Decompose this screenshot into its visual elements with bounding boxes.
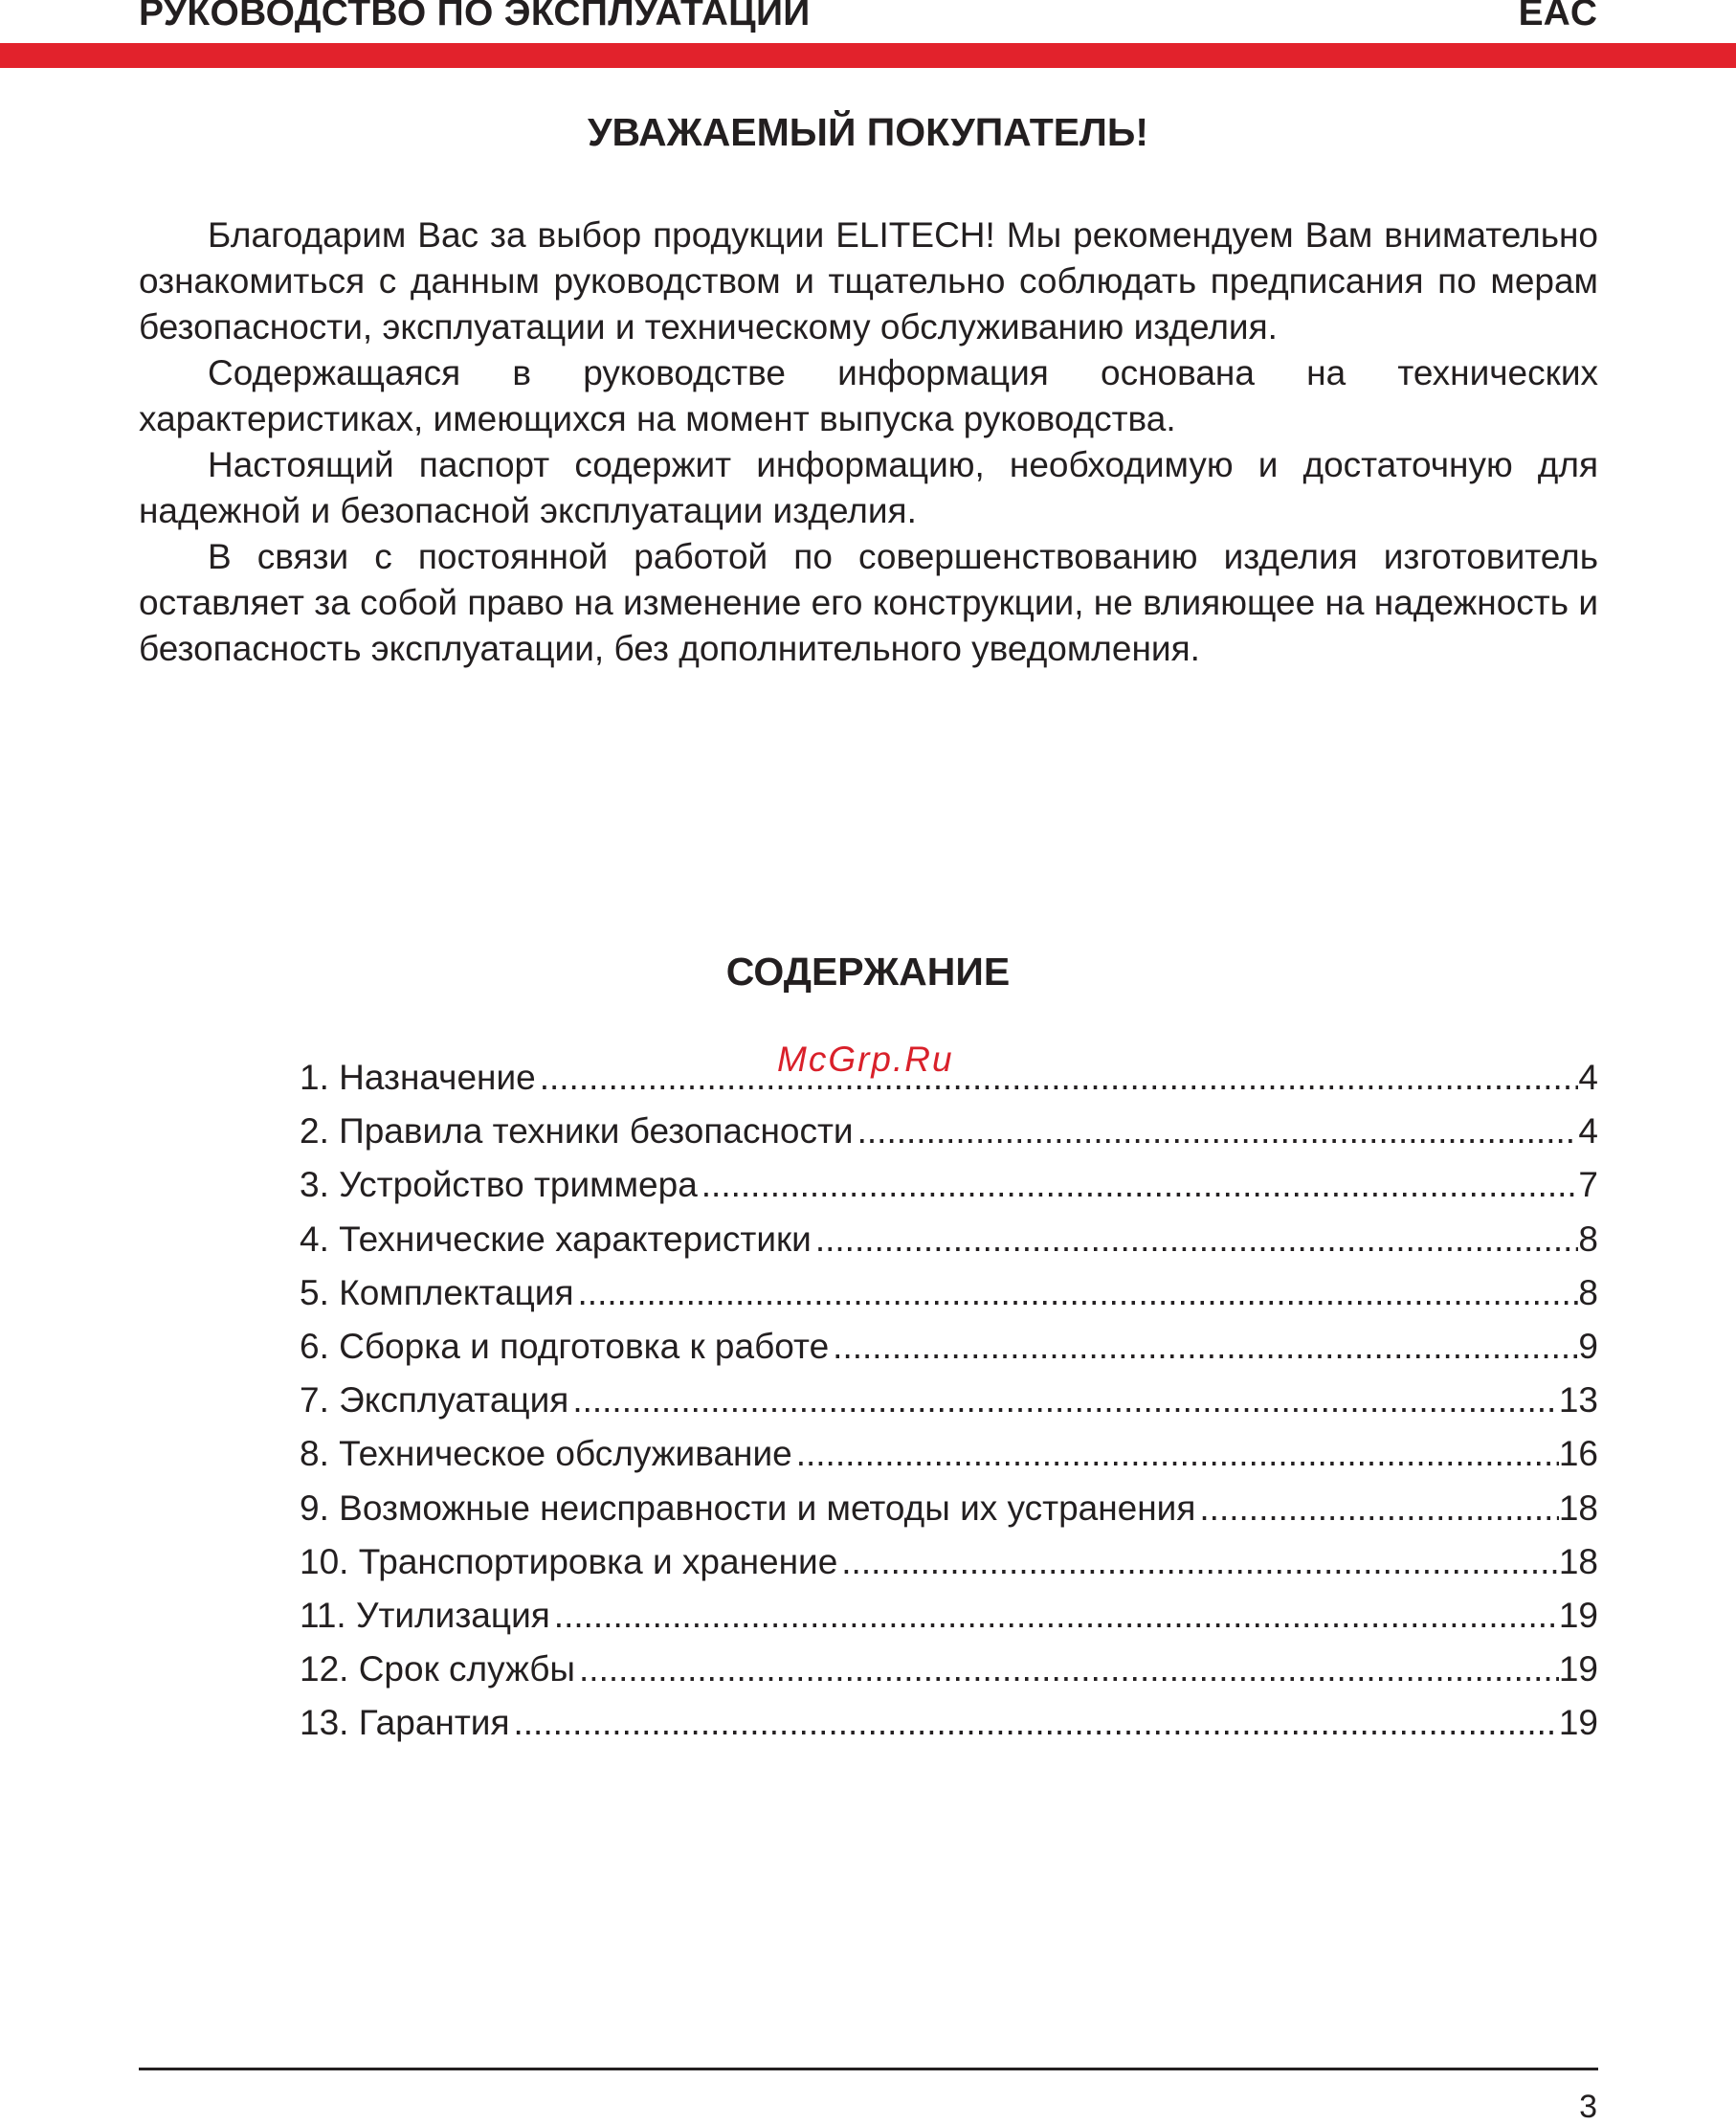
contents-heading: СОДЕРЖАНИЕ — [725, 950, 1011, 994]
toc-entry[interactable] — [300, 1374, 1598, 1427]
toc-entry-page: 9 — [1578, 1326, 1598, 1366]
toc-entry[interactable] — [300, 1266, 1598, 1320]
toc-leader — [829, 1320, 1578, 1374]
toc-entry-title: 11. Утилизация — [300, 1595, 550, 1635]
toc-entry[interactable] — [300, 1589, 1598, 1643]
toc-entry-page: 8 — [1578, 1272, 1598, 1312]
toc-entry[interactable] — [300, 1427, 1598, 1481]
toc-entry[interactable] — [300, 1696, 1598, 1750]
toc-entry-title: 5. Комплектация — [300, 1272, 574, 1312]
eac-mark: EAC — [1518, 0, 1597, 34]
toc-leader — [1195, 1482, 1558, 1535]
toc-entry-page: 4 — [1578, 1111, 1598, 1152]
toc-leader — [812, 1213, 1579, 1266]
toc-leader — [536, 1051, 1579, 1105]
page-number: 3 — [1579, 2089, 1597, 2125]
toc-entry[interactable] — [300, 1643, 1598, 1696]
greeting-heading: УВАЖАЕМЫЙ ПОКУПАТЕЛЬ! — [587, 110, 1149, 154]
intro-paragraph: Благодарим Вас за выбор продукции ELITECH! Мы рекомендуем Вам внимательно ознакомиться с данным руководством и тщательно соблюдать предписания по мерам безопасности, эксплуатации и техническому обслуживанию изделия. — [139, 215, 1598, 347]
toc-entry-title: 3. Устройство триммера — [300, 1165, 698, 1205]
toc-entry-page: 18 — [1558, 1488, 1598, 1528]
toc-entry-page: 8 — [1578, 1219, 1598, 1259]
toc-leader — [698, 1158, 1579, 1212]
toc-entry-page: 19 — [1558, 1649, 1598, 1689]
toc-entry[interactable] — [300, 1051, 1598, 1105]
toc-entry-page: 19 — [1558, 1703, 1598, 1743]
toc-leader — [550, 1589, 1559, 1643]
intro-paragraph: Содержащаяся в руководстве информация основана на технических характеристиках, имеющихся на момент выпуска руководства. — [139, 353, 1598, 438]
toc-entry-page: 16 — [1558, 1434, 1598, 1474]
toc-entry-page: 4 — [1578, 1058, 1598, 1097]
toc-leader — [574, 1266, 1579, 1320]
intro-paragraph: В связи с постоянной работой по совершенствованию изделия изготовитель оставляет за собой право на изменение его конструкции, не влияющее на надежность и безопасность эксплуатации, без дополнительного уведомления. — [139, 537, 1598, 668]
toc-leader — [568, 1374, 1559, 1427]
toc-entry-title: 12. Срок службы — [300, 1649, 576, 1689]
intro-paragraph: Настоящий паспорт содержит информацию, необходимую и достаточную для надежной и безопасной эксплуатации изделия. — [139, 445, 1598, 530]
toc-entry[interactable] — [300, 1105, 1598, 1158]
toc-entry-title: 10. Транспортировка и хранение — [300, 1541, 838, 1581]
watermark: McGrp.Ru — [777, 1040, 954, 1079]
toc-entry-title: 9. Возможные неисправности и методы их устранения — [300, 1488, 1196, 1528]
toc-entry-title: 1. Назначение — [300, 1058, 536, 1097]
toc-entry-title: 7. Эксплуатация — [300, 1380, 569, 1420]
header-red-bar — [0, 43, 1736, 68]
table-of-contents — [300, 1051, 1598, 1750]
toc-entry-page: 18 — [1558, 1541, 1598, 1581]
toc-entry-page: 7 — [1578, 1165, 1598, 1205]
toc-entry[interactable] — [300, 1482, 1598, 1535]
toc-leader — [510, 1696, 1559, 1750]
toc-leader — [854, 1105, 1579, 1158]
toc-entry-title: 6. Сборка и подготовка к работе — [300, 1326, 830, 1366]
toc-entry[interactable] — [300, 1535, 1598, 1589]
header-title: РУКОВОДСТВО ПО ЭКСПЛУАТАЦИИ — [139, 0, 811, 34]
toc-entry-title: 13. Гарантия — [300, 1703, 510, 1743]
toc-leader — [575, 1643, 1559, 1696]
toc-entry[interactable] — [300, 1158, 1598, 1212]
toc-entry[interactable] — [300, 1213, 1598, 1266]
toc-leader — [837, 1535, 1559, 1589]
toc-entry-title: 4. Технические характеристики — [300, 1219, 812, 1259]
intro-text — [139, 212, 1598, 672]
toc-entry-page: 13 — [1558, 1380, 1598, 1420]
toc-entry-title: 8. Техническое обслуживание — [300, 1434, 792, 1474]
footer-rule — [139, 2068, 1598, 2070]
toc-entry-page: 19 — [1558, 1595, 1598, 1635]
toc-entry-title: 2. Правила техники безопасности — [300, 1111, 854, 1152]
toc-entry[interactable] — [300, 1320, 1598, 1374]
toc-leader — [792, 1427, 1559, 1481]
